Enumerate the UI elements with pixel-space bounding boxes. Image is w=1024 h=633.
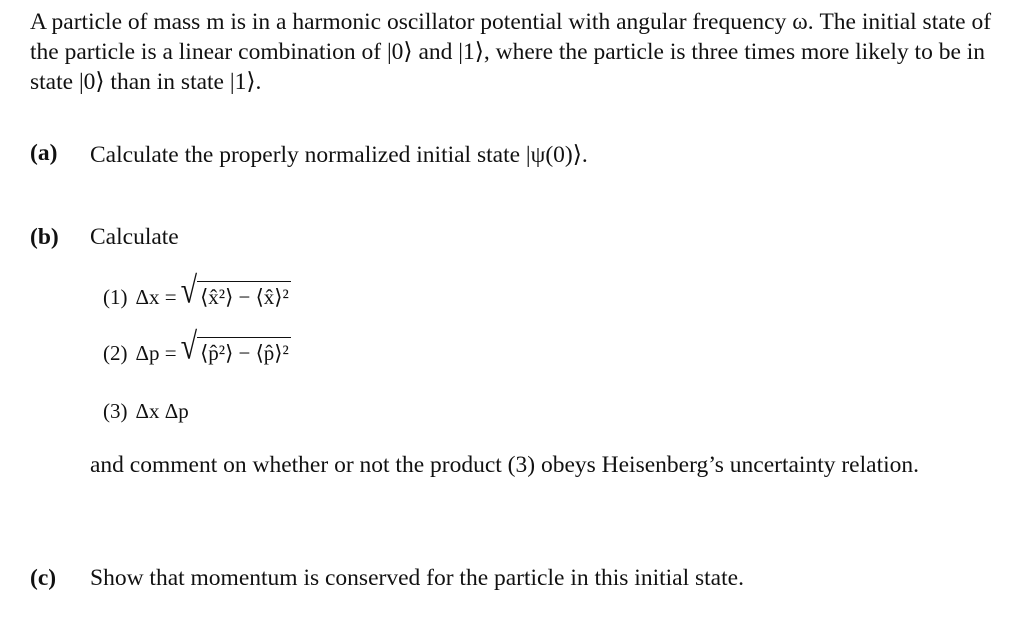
sqrt-sign-icon: √ xyxy=(180,326,198,368)
subitem-number: (2) xyxy=(103,341,128,365)
delta-x-radicand: ⟨x̂²⟩ − ⟨x̂⟩² xyxy=(197,281,291,310)
part-c-text: Show that momentum is conserved for the particle in this initial state. xyxy=(90,565,744,591)
subitem-number: (3) xyxy=(103,399,128,423)
part-b-text: Calculate xyxy=(90,224,179,250)
part-b-comment: and comment on whether or not the product (3) obeys Heisenberg’s uncertainty relation. xyxy=(90,452,920,478)
part-a-label: (a) xyxy=(30,140,58,166)
subitem-delta-x xyxy=(103,270,291,312)
delta-p-lhs: Δp = xyxy=(135,341,177,365)
sqrt-sign-icon: √ xyxy=(180,270,198,312)
part-c-label: (c) xyxy=(30,565,57,591)
sqrt-expression xyxy=(180,326,291,368)
sqrt-expression xyxy=(180,270,291,312)
subitem-number: (1) xyxy=(103,285,128,309)
product-expression: Δx Δp xyxy=(135,399,189,423)
problem-intro: A particle of mass m is in a harmonic oscillator potential with angular frequency ω. The initial state of the particle is a linear combination of |0⟩ and |1⟩, where the particle is three times more likely to be in state |0⟩ than in state |1⟩. xyxy=(30,9,992,95)
subitem-product xyxy=(103,399,189,424)
part-b-label: (b) xyxy=(30,224,59,250)
delta-p-radicand: ⟨p̂²⟩ − ⟨p̂⟩² xyxy=(197,337,291,366)
delta-x-lhs: Δx = xyxy=(135,285,177,309)
subitem-delta-p xyxy=(103,326,291,368)
part-a-text: Calculate the properly normalized initial state |ψ(0)⟩. xyxy=(90,142,588,168)
